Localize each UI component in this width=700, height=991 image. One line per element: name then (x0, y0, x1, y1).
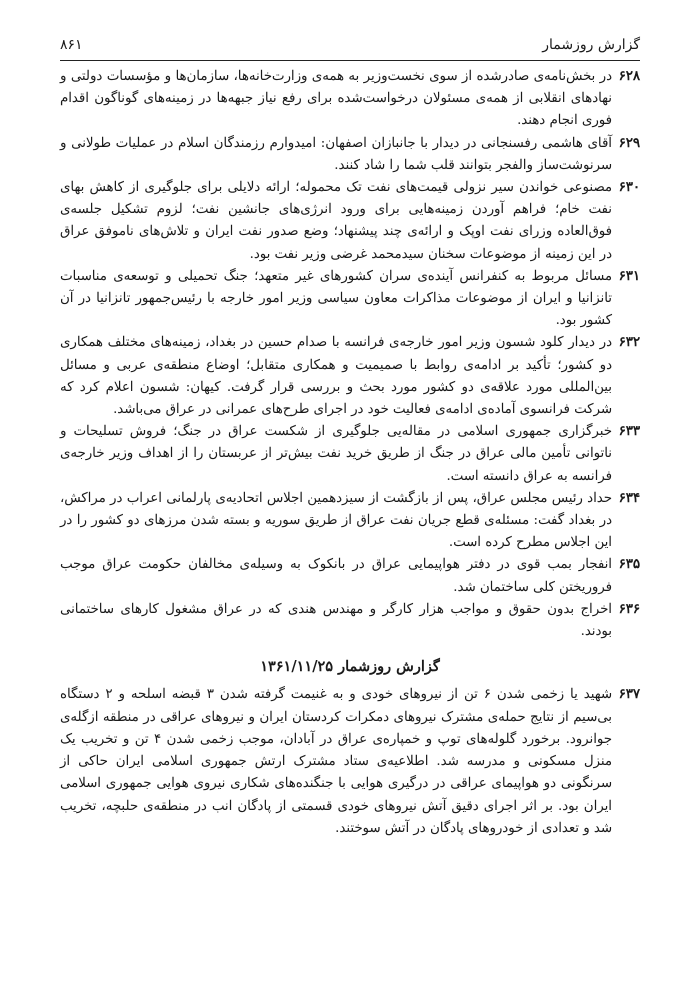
page-content (60, 66, 640, 840)
page-header (60, 34, 640, 56)
entry-number: ۶۳۳ (618, 424, 640, 440)
entries-list-before (60, 66, 640, 643)
entry-text: حداد رئیس مجلس عراق، پس از بازگشت از سیزدهمین اجلاس اتحادیه‌ی پارلمانی اعراب در مراکش، در بغداد گفت: مسئله‌ی قطع جریان نفت عراق از طریق سوریه و بسته شدن مرزهای دو کشور را در این اجلاس مطرح کرده است. (60, 490, 612, 551)
entry-number: ۶۳۵ (618, 557, 640, 573)
entries-list-after (60, 684, 640, 839)
entry-number: ۶۳۴ (618, 490, 640, 506)
list-item (60, 599, 640, 643)
entry-text: در دیدار کلود شسون وزیر امور خارجه‌ی فرانسه با صدام حسین در بغداد، زمینه‌های مختلف همکاری دو کشور؛ تأکید بر ادامه‌ی روابط با صمیمیت و همکاری متقابل؛ اوضاع منطقه‌ی عربی و مسائل بین‌المللی مورد علاقه‌ی دو کشور مورد بحث و بررسی قرار گرفت. کیهان: شسون اعلام کرد که شرکت فرانسوی آماده‌ی ادامه‌ی فعالیت خود در اجرای طرح‌های عمرانی در عراق می‌باشد. (60, 335, 612, 418)
list-item (60, 66, 640, 133)
header-divider (60, 60, 640, 61)
entry-text: خبرگزاری جمهوری اسلامی در مقاله‌یی جلوگیری از شکست عراق در جنگ؛ فروش تسلیحات و ناتوانی تأمین مالی عراق در جنگ از طریق خرید نفت بیش‌تر از عربستان را از اهداف وزیر خارجه‌ی فرانسه به عراق دانسته است. (60, 424, 612, 484)
entry-number: ۶۳۷ (618, 687, 640, 703)
entry-text: مسائل مربوط به کنفرانس آینده‌ی سران کشورهای غیر متعهد؛ جنگ تحمیلی و توسعه‌ی مناسبات تانزانیا و ایران از موضوعات مذاکرات معاون سیاسی وزیر امور خارجه با رئیس‌جمهور تانزانیا در آن کشور بود. (60, 268, 612, 329)
entry-number: ۶۳۱ (618, 268, 640, 284)
entry-text: اخراج بدون حقوق و مواجب هزار کارگر و مهندس هندی که در عراق مشغول کارهای ساختمانی بودند. (60, 601, 612, 640)
entry-text: شهید یا زخمی شدن ۶ تن از نیروهای خودی و به غنیمت گرفته شدن ۳ قبضه اسلحه و ۲ دستگاه بی‌سیم از نتایج حمله‌ی مشترک نیروهای دمکرات کردستان ایران و نیروهای عراقی در منطقه ازگله‌ی جوانرود. برخورد گلوله‌های توپ و خمپاره‌ی عراق در آبادان، موجب زخمی شدن ۴ تن و تخریب یک منزل مسکونی و مدرسه شد. اطلاعیه‌ی ستاد مشترک ارتش جمهوری اسلامی ایران حاکی از سرنگونی دو هواپیمای عراقی در درگیری هوایی با جنگنده‌های شکاری نیروی هوایی جمهوری اسلامی ایران بود. بر اثر اجرای دقیق آتش نیروهای خودی قسمتی از پادگان انب در منطقه‌ی حلبچه، تخریب شد و تعدادی از خودروهای پادگان در آتش سوختند. (60, 687, 613, 836)
list-item (60, 266, 640, 333)
entry-number: ۶۲۹ (618, 135, 640, 151)
section-title: گزارش روزشمار ۱۳۶۱/۱۱/۲۵ (260, 658, 440, 676)
list-item (60, 177, 640, 266)
entry-text: در بخش‌نامه‌ی صادرشده از سوی نخست‌وزیر به همه‌ی وزارت‌خانه‌ها، سازمان‌ها و مؤسسات دولتی و نهادهای انقلابی از همه‌ی مسئولان درخواست‌شده برای رفع نیاز جبهه‌ها در زمینه‌های گوناگون اقدام فوری انجام دهند. (60, 69, 612, 129)
list-item (60, 684, 640, 839)
list-item (60, 488, 640, 555)
entry-text: انفجار بمب قوی در دفتر هواپیمایی عراق در بانکوک به وسیله‌ی مخالفان حکومت عراق موجب فروریختن کلی ساختمان شد. (60, 557, 612, 595)
entry-number: ۶۲۸ (618, 69, 640, 84)
list-item (60, 133, 640, 177)
entry-text: آقای هاشمی رفسنجانی در دیدار با جانبازان اصفهان: امیدوارم رزمندگان اسلام در عملیات طولانی و سرنوشت‌ساز والفجر بتوانند قلب شما را شاد کنند. (60, 135, 612, 173)
list-item (60, 421, 640, 488)
entry-text: مصنوعی خواندن سیر نزولی قیمت‌های نفت تک محموله؛ ارائه دلایلی برای جلوگیری از کاهش بهای نفت خام؛ فراهم آوردن زمینه‌هایی برای ورود انرژی‌های جانشین نفت؛ لزوم تشکیل جلسه‌ی فوق‌العاده وزرای نفت اوپک و ارائه‌ی چند پیشنهاد؛ وضع صدور نفت ایران و تلاش‌های ناموفق عراق در این زمینه از موضوعات سخنان سیدمحمد غرضی وزیر نفت بود. (60, 180, 612, 262)
running-title: گزارش روزشمار (542, 37, 640, 53)
list-item (60, 332, 640, 421)
entry-number: ۶۳۶ (618, 601, 640, 617)
list-item (60, 554, 640, 598)
entry-number: ۶۳۲ (618, 335, 640, 351)
entry-number: ۶۳۰ (618, 180, 640, 196)
page-number: ۸۶۱ (60, 37, 83, 53)
